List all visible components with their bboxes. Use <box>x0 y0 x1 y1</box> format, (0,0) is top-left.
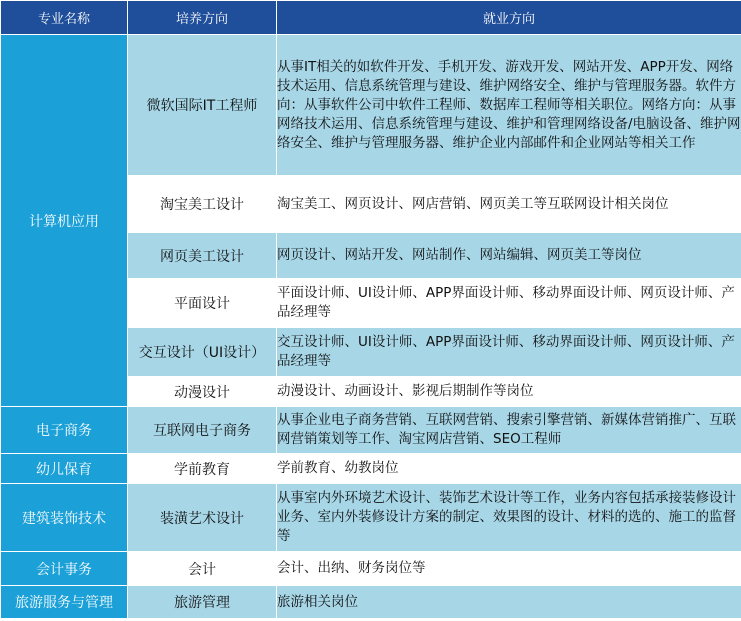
employment-cell: 旅游相关岗位 <box>277 586 741 619</box>
table-row <box>1 454 741 484</box>
major-cell-accounting: 会计事务 <box>1 552 128 586</box>
direction-cell: 动漫设计 <box>128 377 277 407</box>
header-major: 专业名称 <box>1 1 128 35</box>
employment-cell: 从事企业电子商务营销、互联网营销、搜索引擎营销、新媒体营销推广、互联网营销策划等工作、淘宝网店营销、SEO工程师 <box>277 407 741 454</box>
employment-cell: 网页设计、网站开发、网站制作、网站编辑、网页美工等岗位 <box>277 233 741 279</box>
table-row <box>1 484 741 552</box>
major-cell-computer: 计算机应用 <box>1 35 128 407</box>
header-direction: 培养方向 <box>128 1 277 35</box>
table-row <box>1 586 741 619</box>
employment-cell: 会计、出纳、财务岗位等 <box>277 552 741 586</box>
header-employment: 就业方向 <box>277 1 741 35</box>
major-cell-ecommerce: 电子商务 <box>1 407 128 454</box>
employment-cell: 交互设计师、UI设计师、APP界面设计师、移动界面设计师、网页设计师、产品经理等 <box>277 328 741 377</box>
header-row <box>1 1 741 35</box>
major-cell-tourism: 旅游服务与管理 <box>1 586 128 619</box>
employment-cell: 从事IT相关的如软件开发、手机开发、游戏开发、网站开发、APP开发、网络技术运用、信息系统管理与建设、维护网络安全、维护与管理服务器。软件方向：从事软件公司中软件工程师、数据库工程师等相关职位。网络方向：从事网络技术运用、信息系统管理与建设、维护和管理网络设备/电脑设备、维护网络安全、维护与管理服务器、维护企业内部邮件和企业网站等相关工作 <box>277 35 741 176</box>
table-row <box>1 552 741 586</box>
direction-cell: 会计 <box>128 552 277 586</box>
direction-cell: 旅游管理 <box>128 586 277 619</box>
major-cell-decoration: 建筑装饰技术 <box>1 484 128 552</box>
employment-cell: 学前教育、幼教岗位 <box>277 454 741 484</box>
direction-cell: 交互设计（UI设计） <box>128 328 277 377</box>
employment-cell: 平面设计师、UI设计师、APP界面设计师、移动界面设计师、网页设计师、产品经理等 <box>277 279 741 328</box>
direction-cell: 装潢艺术设计 <box>128 484 277 552</box>
direction-cell: 平面设计 <box>128 279 277 328</box>
direction-cell: 网页美工设计 <box>128 233 277 279</box>
employment-cell: 从事室内外环境艺术设计、装饰艺术设计等工作，业务内容包括承接装修设计业务、室内外装修设计方案的制定、效果图的设计、材料的选的、施工的监督等 <box>277 484 741 552</box>
direction-cell: 互联网电子商务 <box>128 407 277 454</box>
major-cell-childcare: 幼儿保育 <box>1 454 128 484</box>
direction-cell: 淘宝美工设计 <box>128 176 277 233</box>
employment-cell: 淘宝美工、网页设计、网店营销、网页美工等互联网设计相关岗位 <box>277 176 741 233</box>
table-row <box>1 35 741 176</box>
direction-cell: 微软国际IT工程师 <box>128 35 277 176</box>
table-row <box>1 407 741 454</box>
direction-cell: 学前教育 <box>128 454 277 484</box>
employment-cell: 动漫设计、动画设计、影视后期制作等岗位 <box>277 377 741 407</box>
